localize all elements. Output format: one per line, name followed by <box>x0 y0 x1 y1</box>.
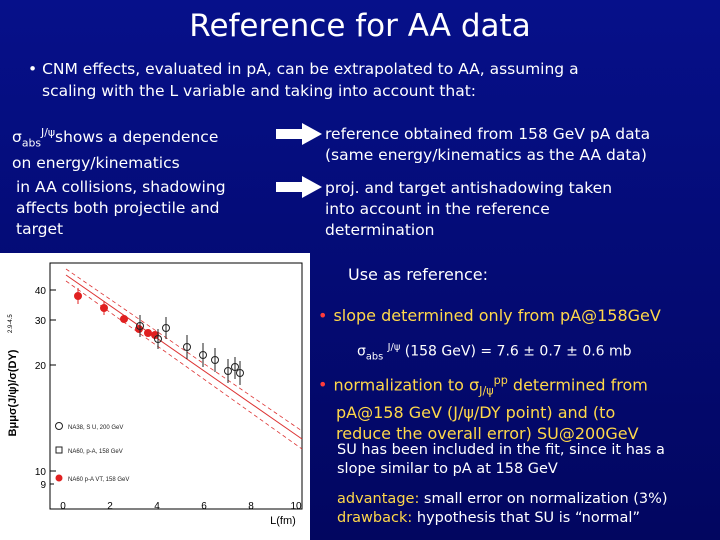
x-tick: 8 <box>248 501 254 512</box>
legend-label: NA38, S U, 200 GeV <box>68 425 124 431</box>
drawback-text: hypothesis that SU is “normal” <box>412 510 640 526</box>
norm-text2: determined from <box>507 375 648 395</box>
su-note <box>337 441 717 479</box>
sigma-sub: abs <box>21 136 42 150</box>
su-note-line2: slope similar to pA at 158 GeV <box>337 461 558 477</box>
x-tick: 4 <box>154 501 160 512</box>
su-note-line1: SU has been included in the fit, since it has a <box>337 442 665 458</box>
sigma-sup: J/ψ <box>41 126 56 139</box>
sigma-sub: J/ψ <box>479 384 494 398</box>
sigma-value: (158 GeV) = 7.6 ± 0.7 ± 0.6 mb <box>404 343 632 360</box>
bullet-dot: • <box>318 306 328 325</box>
row1-left-text1: shows a dependence <box>55 128 219 147</box>
y-tick: 10 <box>34 467 46 478</box>
embedded-plot <box>0 253 310 540</box>
page-title: Reference for AA data <box>189 8 531 44</box>
bullet-dot: • <box>318 375 328 395</box>
sigma-symbol: σ <box>357 343 366 360</box>
row2-right <box>325 178 705 241</box>
sigma-sub: abs <box>365 351 384 363</box>
legend-marker <box>56 423 63 430</box>
normalization-bullet <box>318 370 718 444</box>
adv-drawback <box>337 490 717 528</box>
intro-bullet <box>28 58 708 102</box>
legend-marker <box>56 475 63 482</box>
advantage-label: advantage: <box>337 491 420 507</box>
row1-right-line2: (same energy/kinematics as the AA data) <box>325 146 647 164</box>
intro-line-2: scaling with the L variable and taking into account that: <box>42 82 477 100</box>
y-tick: 40 <box>34 286 46 297</box>
norm-text1: normalization to <box>333 375 470 395</box>
row1-right-line1: reference obtained from 158 GeV pA data <box>325 125 651 143</box>
arrow-right-icon <box>276 176 322 198</box>
row2-left <box>16 177 276 240</box>
open-points <box>137 315 244 385</box>
row2-right-line3: determination <box>325 221 435 239</box>
row2-left-line3: target <box>16 220 64 238</box>
x-tick: 0 <box>60 501 66 512</box>
x-tick: 6 <box>201 501 207 512</box>
legend-label: NA60, p-A, 158 GeV <box>68 449 123 455</box>
slope-bullet <box>318 305 718 326</box>
x-tick: 10 <box>290 501 302 512</box>
row1-left <box>12 122 282 174</box>
sigma-symbol: σ <box>469 375 480 395</box>
sigma-symbol: σ <box>12 128 22 147</box>
bullet-dot: • <box>28 60 38 78</box>
row2-right-line2: into account in the reference <box>325 200 550 218</box>
y-axis-label: Bμμσ(J/ψ)/σ(DY) <box>7 349 19 437</box>
use-as-reference: Use as reference: <box>348 265 488 284</box>
sigma-sup: J/ψ <box>387 342 401 353</box>
slope-text: slope determined only from pA@158GeV <box>333 306 661 325</box>
y-tick: 9 <box>40 480 46 491</box>
x-tick: 2 <box>107 501 113 512</box>
x-axis-label: L(fm) <box>270 515 296 527</box>
red-points <box>75 288 159 339</box>
sigma-abs-line <box>357 338 717 366</box>
plot-frame <box>50 263 302 509</box>
intro-line-1: CNM effects, evaluated in pA, can be extrapolated to AA, assuming a <box>42 60 579 78</box>
legend-label: NA60 p-A VT, 158 GeV <box>68 477 130 483</box>
fit-line <box>66 275 302 439</box>
fit-band-upper <box>66 269 302 431</box>
drawback-label: drawback: <box>337 510 413 526</box>
sigma-sup: pp <box>493 374 508 387</box>
advantage-text: small error on normalization (3%) <box>419 491 668 507</box>
row2-right-line1: proj. and target antishadowing taken <box>325 179 613 197</box>
norm-line2: pA@158 GeV (J/ψ/DY point) and (to <box>336 402 616 422</box>
row1-left-text2: on energy/kinematics <box>12 154 180 173</box>
y-tick: 30 <box>34 316 46 327</box>
y-tick: 20 <box>34 361 46 372</box>
y-axis-label-range: 2.9-4.5 <box>8 314 14 333</box>
norm-line3: reduce the overall error) SU@200GeV <box>336 423 639 443</box>
row2-left-line1: in AA collisions, shadowing <box>16 178 226 196</box>
legend-marker <box>56 447 62 453</box>
arrow-right-icon <box>276 123 322 145</box>
row2-left-line2: affects both projectile and <box>16 199 220 217</box>
row1-right <box>325 124 720 166</box>
